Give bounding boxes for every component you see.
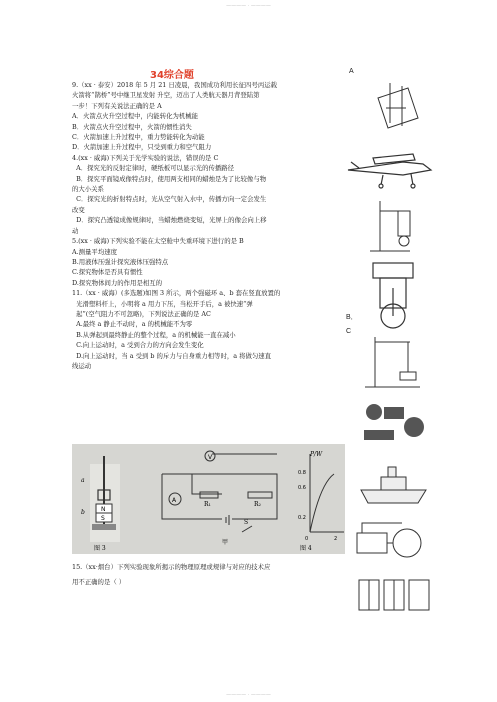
page-title: 34综合题 (150, 70, 194, 81)
text-line: B.从弹起到最终静止的整个过程，a 的机械能一直在减小 (72, 330, 236, 339)
figure-caption: 甲 (222, 539, 229, 546)
text-line: 起”(空气阻力不可忽略)，下列说法正确的是 AC (72, 309, 211, 318)
tick-label: 0.6 (298, 485, 306, 491)
resistor-label: R₂ (254, 501, 261, 508)
figure-3-4-image (72, 444, 345, 554)
text-line: B．探究平面镜成像特点时，使用两支相同的蜡烛是为了比较像与物 (72, 174, 267, 183)
voltmeter-label: V (208, 454, 213, 461)
option-label-b: B． (346, 314, 358, 321)
text-line: B.用液体压强计探究液体压强特点 (72, 257, 169, 266)
text-line: A.测量平均速度 (72, 247, 117, 256)
figure-label: a (81, 477, 85, 484)
text-line: D．火箭加速上升过程中，只受到重力和空气阻力 (72, 143, 212, 152)
figure-airplane (343, 140, 438, 195)
figure-caption: 图 3 (94, 545, 106, 552)
text-line: D.向上运动时，当 a 受到 b 的斥力与自身重力相等时，a 将做匀速直 (72, 351, 272, 360)
figure-ship (356, 455, 432, 515)
figure-magnet-boxes (354, 570, 434, 620)
text-line: 用不正确的是（ ） (72, 578, 126, 586)
text-line: C.探究物体是否具有惯性 (72, 268, 143, 277)
figure-label: b (81, 509, 85, 516)
text-line: 的大小关系 (72, 185, 104, 194)
figure-c-apparatus (360, 332, 430, 392)
figure-lab-stand (360, 196, 430, 256)
text-line: 4.(xx · 威海)下列关于光学实验的说法，错误的是 C (72, 153, 219, 162)
text-line: D．探究凸透镜成像规律时，当蜡烛燃烧变短，光屏上的像会向上移 (72, 216, 267, 225)
text-line: A．火箭点火升空过程中，内能转化为机械能 (72, 112, 199, 121)
text-line: B．火箭点火升空过程中，火箭的惯性消失 (72, 122, 192, 131)
figure-photo-equipment (354, 392, 434, 452)
text-line: C．火箭加速上升过程中，重力势能转化为动能 (72, 133, 205, 142)
text-line: 15.（xx·烟台）下列实验现象所揭示的物理原理或规律与对应的技术应 (72, 563, 271, 571)
figure-coil-apparatus (352, 518, 432, 568)
tick-label: 0 (305, 536, 309, 542)
text-line: 光滑塑料杆上，小明将 a 用力下压，当松开手后，a 被快速“弹 (72, 299, 253, 308)
text-line: 火箭将“鹊桥”号中继卫星发射 升空，迈出了人类航天器月背登陆第 (72, 91, 260, 100)
resistor-label: R₁ (204, 501, 211, 508)
figure-a-magnet-apparatus (368, 78, 428, 138)
text-line: 11.（xx · 威海）(多选题)如图 3 所示，两个强磁环 a、b 套在竖直放置的 (72, 289, 281, 298)
figure-photo (72, 444, 345, 554)
tick-label: 0.8 (298, 470, 306, 476)
tick-label: 0.2 (298, 515, 306, 521)
text-line: D.探究物体间力的作用是相互的 (72, 278, 163, 287)
text-line: C.向上运动时，a 受到合力的方向会发生变化 (72, 341, 204, 350)
text-line: 5.(xx · 威海)下列实验不能在太空舱中失重环境下进行的是 B (72, 237, 244, 246)
question-15 (72, 560, 344, 590)
text-line: 一步！下列有关说法正确的是 A (72, 101, 162, 110)
ammeter-label: A (172, 497, 177, 504)
text-line: C．探究光的折射特点时，光从空气射入水中，传播方向一定会发生 (72, 195, 267, 204)
figure-caption: 图 4 (300, 545, 312, 552)
text-line: 动 (72, 226, 79, 235)
option-label-c: C (346, 328, 352, 335)
figure-label: S (101, 515, 105, 522)
tick-label: 2 (334, 536, 338, 542)
text-line: A．探究光的反射定律时，硬纸板可以显示光的传播路径 (72, 164, 235, 173)
text-line: 9.（xx · 泰安）2018 年 5 月 21 日凌晨，我国成功利用长征四号丙运载 (72, 81, 278, 89)
axis-label: P/W (310, 451, 323, 458)
text-line: 线运动 (72, 361, 92, 370)
text-line: A.最终 a 静止不动时，a 的机械能不为零 (72, 320, 193, 329)
switch-label: S (244, 519, 249, 526)
figure-engine (358, 258, 428, 333)
figure-label: N (101, 506, 106, 513)
option-label-a: A (349, 68, 354, 75)
question-text (72, 80, 344, 371)
page-footer: ———— · ———— (226, 692, 271, 698)
page-header: ———— · ———— (226, 3, 271, 9)
text-line: 改变 (72, 205, 85, 214)
